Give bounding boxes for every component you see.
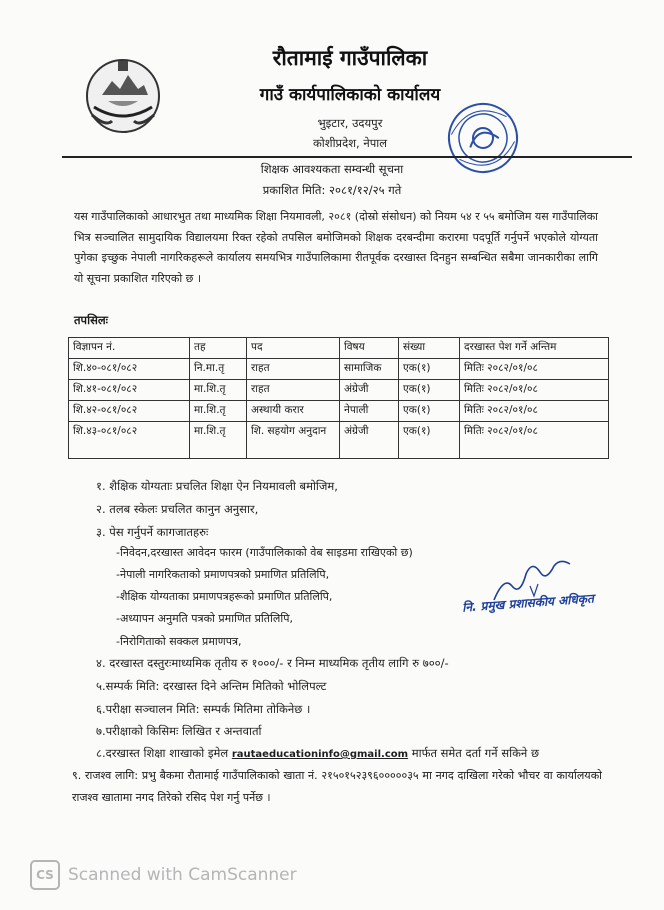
cell-ad-no: शि.४१-०८१/०८२ xyxy=(69,380,190,401)
condition-exam-type: ७.परीक्षाको किसिमः लिखित र अन्तवार्ता xyxy=(96,724,262,738)
address-line-1: भुइटार, उदयपुर xyxy=(317,116,383,130)
cell-deadline: मितिः २०८२/०१/०८ xyxy=(460,401,609,422)
header-divider xyxy=(62,156,632,158)
table-row xyxy=(69,401,609,422)
cell-post: राहत xyxy=(247,359,340,380)
email-suffix: मार्फत समेत दर्ता गर्ने सकिने छ xyxy=(411,746,540,760)
cell-subject: नेपाली xyxy=(340,401,399,422)
vacancy-table xyxy=(68,337,609,459)
col-header-count: संख्या xyxy=(399,338,460,359)
col-header-post: पद xyxy=(247,338,340,359)
document-item: -नेपाली नागरिकताको प्रमाणपत्रको प्रमाणित प्रतिलिपि, xyxy=(116,568,330,581)
camscanner-logo-icon: CS xyxy=(30,860,60,890)
condition-qualification: १. शैक्षिक योग्यताः प्रचलित शिक्षा ऐन नियमावली बमोजिम, xyxy=(96,479,338,493)
cell-deadline: मितिः २०८२/०१/०८ xyxy=(460,422,609,459)
signatory-title: नि. प्रमुख प्रशासकीय अधिकृत xyxy=(461,591,595,615)
cell-count: एक(१) xyxy=(399,359,460,380)
tapasil-label: तपसिलः xyxy=(74,313,108,327)
cell-count: एक(१) xyxy=(399,380,460,401)
document-item: -निवेदन,दरखास्त आवेदन फारम (गाउँपालिकाको वेब साइडमा राखिएको छ) xyxy=(116,546,413,559)
notice-body: यस गाउँपालिकाको आधारभुत तथा माध्यमिक शिक्षा नियमावली, २०८१ (दोस्रो संसोधन) को नियम ५४ र ५५ बमोजिम यस गाउँपालिका भित्र सञ्चालित सामुदायिक विद्यालयमा रिक्त रहेको तपसिल बमोजिमको शिक्षक दरबन्दीमा करारमा पदपूर्ति गर्नुपर्ने भएकोले योग्यता पुगेका इच्छुक नेपाली नागरिकहरूले कार्यालय समयभित्र गाउँपालिकामा रीतपूर्वक दरखास्त दिनहुन सम्बन्धित सबैमा जानकारीका लागि यो सूचना प्रकाशित गरिएको छ । xyxy=(74,210,599,285)
cell-post: अस्थायी करार xyxy=(247,401,340,422)
notice-date: प्रकाशित मिति: २०८१/१२/२५ गते xyxy=(262,183,402,197)
col-header-ad-no: विज्ञापन नं. xyxy=(69,338,190,359)
cell-level: नि.मा.तृ xyxy=(190,359,247,380)
camscanner-text: Scanned with CamScanner xyxy=(68,865,297,885)
cell-subject: अंग्रेजी xyxy=(340,380,399,401)
cell-deadline: मितिः २०८२/०१/०८ xyxy=(460,380,609,401)
condition-exam-date: ६.परीक्षा सञ्चालन मिति: सम्पर्क मितिमा तोकिनेछ । xyxy=(96,702,311,716)
cell-level: मा.शि.तृ xyxy=(190,422,247,459)
cell-subject: अंग्रेजी xyxy=(340,422,399,459)
table-header-row xyxy=(69,338,609,359)
table-row xyxy=(69,359,609,380)
office-name: गाउँ कार्यपालिकाको कार्यालय xyxy=(259,85,441,105)
cell-ad-no: शि.४०-०८१/०८२ xyxy=(69,359,190,380)
table-row xyxy=(69,380,609,401)
cell-level: मा.शि.तृ xyxy=(190,380,247,401)
cell-ad-no: शि.४३-०८१/०८२ xyxy=(69,422,190,459)
cell-count: एक(१) xyxy=(399,422,460,459)
condition-salary: २. तलब स्केलः प्रचलित कानुन अनुसार, xyxy=(96,502,259,516)
condition-fee: ४. दरखास्त दस्तुरःमाध्यमिक तृतीय रु १०००/- र निम्न माध्यमिक तृतीय लागि रु ७००/- xyxy=(96,656,449,670)
email-link[interactable]: rautaeducationinfo@gmail.com xyxy=(231,749,409,760)
table-row xyxy=(69,422,609,459)
camscanner-watermark xyxy=(30,860,297,890)
document-item: -शैक्षिक योग्यताका प्रमाणपत्रहरूको प्रमाणित प्रतिलिपि, xyxy=(116,590,333,603)
col-header-level: तह xyxy=(190,338,247,359)
cell-post: शि. सहयोग अनुदान xyxy=(247,422,340,459)
cell-ad-no: शि.४२-०८१/०८२ xyxy=(69,401,190,422)
email-prefix: ८.दरखास्त शिक्षा शाखाको इमेल xyxy=(96,746,229,760)
condition-email xyxy=(96,746,539,761)
cell-deadline: मितिः २०८२/०१/०८ xyxy=(460,359,609,380)
document-item: -निरोगिताको सक्कल प्रमाणपत्र, xyxy=(116,635,242,648)
cell-level: मा.शि.तृ xyxy=(190,401,247,422)
cell-post: राहत xyxy=(247,380,340,401)
cell-count: एक(१) xyxy=(399,401,460,422)
col-header-deadline: दरखास्त पेश गर्ने अन्तिम xyxy=(460,338,609,359)
nepal-emblem-icon xyxy=(82,55,164,137)
notice-title: शिक्षक आवश्यकता सम्वन्धी सूचना xyxy=(260,162,404,176)
condition-contact-date: ५.सम्पर्क मिति: दरखास्त दिने अन्तिम मितिको भोलिपल्ट xyxy=(96,679,327,693)
cell-subject: सामाजिक xyxy=(340,359,399,380)
col-header-subject: विषय xyxy=(340,338,399,359)
municipality-name: रौतामाई गाउँपालिका xyxy=(272,45,428,70)
condition-documents: ३. पेस गर्नुपर्ने कागजातहरुः xyxy=(96,525,209,539)
address-line-2: कोशीप्रदेश, नेपाल xyxy=(312,136,388,150)
condition-revenue: ९. राजश्व लागि: प्रभु बैकमा रौतामाई गाउँपालिकाको खाता नं. २१५०१५२३९६०००००३५ मा नगद दाखिला गरेको भौचर वा कार्यालयको राजश्व खातामा नगद तिरेको रसिद पेश गर्नु पर्नेछ । xyxy=(72,769,602,804)
document-item: -अध्यापन अनुमति पत्रको प्रमाणित प्रतिलिपि, xyxy=(116,612,293,625)
